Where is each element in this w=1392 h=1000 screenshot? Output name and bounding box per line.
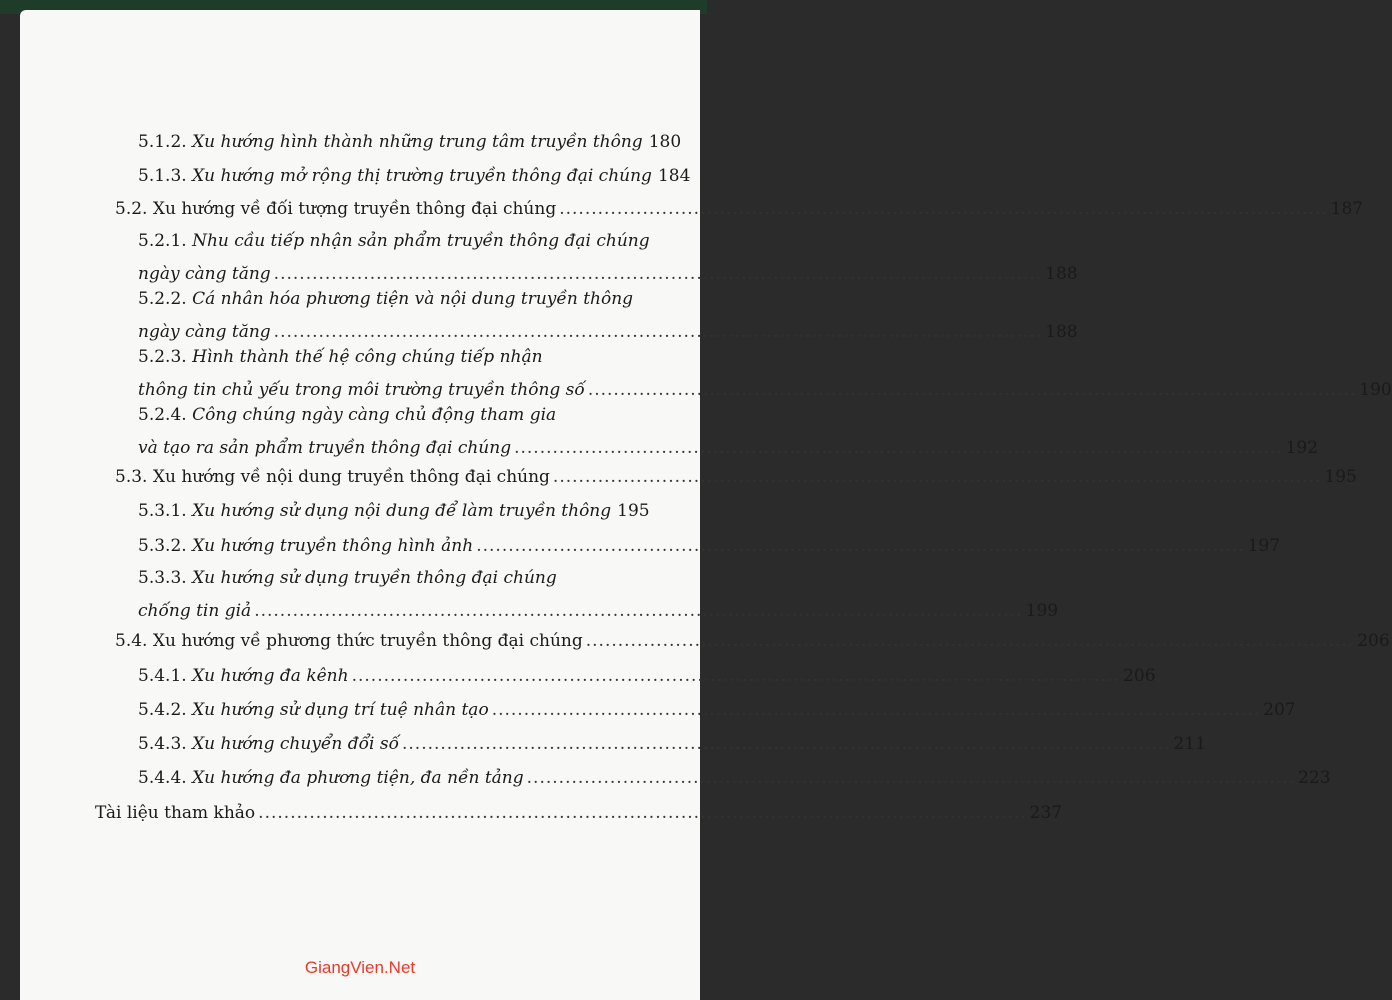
toc-entry-number: 5.2.4. bbox=[138, 405, 187, 425]
toc-entry-title: Cá nhân hóa phương tiện và nội dung truyền thông bbox=[192, 289, 634, 309]
toc-leader-dots: ........................................................................................................................ bbox=[254, 601, 1023, 621]
toc-leader-dots: ........................................................................................................................ bbox=[491, 700, 1261, 720]
toc-entry-number: 5.2.3. bbox=[138, 347, 187, 367]
toc-entry-title: Hình thành thế hệ công chúng tiếp nhận bbox=[192, 347, 543, 367]
toc-entry-title-cont: thông tin chủ yếu trong môi trường truyền thông số bbox=[138, 380, 585, 400]
toc-leader-dots: ........................................................................................................................ bbox=[526, 768, 1296, 788]
toc-entry-5-4-3[interactable] bbox=[138, 733, 1206, 755]
toc-page-number: 195 bbox=[617, 501, 650, 521]
toc-entry-5-4-2[interactable] bbox=[138, 699, 1296, 721]
toc-leader-dots: ........................................................................................................................ bbox=[273, 264, 1043, 284]
book-page bbox=[20, 10, 1392, 1000]
toc-entry-title-cont: ngày càng tăng bbox=[138, 264, 271, 284]
toc-leader-dots: ........................................................................................................................ bbox=[476, 536, 1245, 556]
toc-leader-dots: ........................................................................................................................ bbox=[273, 322, 1043, 342]
toc-leader-dots: ........................................................................................................................ bbox=[585, 631, 1355, 651]
toc-leader-dots: ........................................................................................................................ bbox=[401, 734, 1171, 754]
toc-entry-5-4[interactable] bbox=[115, 630, 1390, 652]
toc-entry-title-cont: ngày càng tăng bbox=[138, 322, 271, 342]
toc-leader-dots: ........................................................................................................................ bbox=[559, 199, 1328, 219]
toc-leader-dots: ........................................................................................................................ bbox=[258, 803, 1027, 823]
toc-page-number: 237 bbox=[1029, 803, 1063, 823]
toc-entry-number: 5.4.4. bbox=[138, 768, 187, 788]
toc-entry-5-1-3[interactable] bbox=[138, 165, 691, 187]
toc-entry-title: Xu hướng hình thành những trung tâm truyền thông bbox=[192, 132, 643, 152]
toc-page-number: 180 bbox=[648, 132, 682, 152]
toc-entry-title: Tài liệu tham khảo bbox=[95, 803, 256, 823]
toc-entry-number: 5.4.3. bbox=[138, 734, 187, 754]
toc-entry-title: Xu hướng truyền thông hình ảnh bbox=[192, 536, 474, 556]
toc-entry-title: Xu hướng về nội dung truyền thông đại chúng bbox=[152, 467, 550, 487]
toc-page-number: 223 bbox=[1298, 768, 1331, 788]
toc-entry-number: 5.4. bbox=[115, 631, 148, 651]
toc-leader-dots: ........................................................................................................................ bbox=[514, 438, 1283, 458]
toc-entry-title-cont: và tạo ra sản phẩm truyền thông đại chúng bbox=[138, 438, 512, 458]
toc-entry-title: Xu hướng sử dụng nội dung để làm truyền thông bbox=[192, 501, 612, 521]
toc-entry-title: Xu hướng sử dụng truyền thông đại chúng bbox=[192, 568, 557, 588]
toc-entry-5-3-1[interactable] bbox=[138, 500, 648, 522]
toc-entry-number: 5.3.2. bbox=[138, 536, 187, 556]
toc-entry-number: 5.2.2. bbox=[138, 289, 187, 309]
toc-page-number: 187 bbox=[1330, 199, 1364, 219]
toc-entry-5-2[interactable] bbox=[115, 198, 1364, 220]
toc-entry-5-2-1[interactable] bbox=[138, 230, 1078, 285]
toc-page-number: 211 bbox=[1173, 734, 1206, 754]
toc-page-number: 206 bbox=[1123, 666, 1156, 686]
toc-page-number: 197 bbox=[1247, 536, 1281, 556]
toc-entry-title: Nhu cầu tiếp nhận sản phẩm truyền thông đại chúng bbox=[192, 231, 650, 251]
toc-entry-title: Xu hướng sử dụng trí tuệ nhân tạo bbox=[192, 700, 489, 720]
toc-entry-5-4-1[interactable] bbox=[138, 665, 1156, 687]
toc-entry-number: 5.4.2. bbox=[138, 700, 187, 720]
toc-page-number: 192 bbox=[1285, 438, 1319, 458]
toc-entry-title: Xu hướng đa phương tiện, đa nền tảng bbox=[192, 768, 524, 788]
toc-entry-title: Xu hướng về đối tượng truyền thông đại chúng bbox=[152, 199, 557, 219]
toc-entry-references[interactable] bbox=[95, 802, 1063, 824]
toc-entry-5-4-4[interactable] bbox=[138, 767, 1331, 789]
toc-page-number: 188 bbox=[1045, 322, 1078, 342]
watermark-text: GiangVien.Net bbox=[304, 958, 416, 977]
toc-entry-title: Xu hướng đa kênh bbox=[192, 666, 349, 686]
toc-entry-title: Xu hướng mở rộng thị trường truyền thông đại chúng bbox=[192, 166, 652, 186]
toc-entry-number: 5.4.1. bbox=[138, 666, 187, 686]
toc-leader-dots: ........................................................................................................................ bbox=[351, 666, 1121, 686]
toc-page-number: 207 bbox=[1263, 700, 1296, 720]
toc-leader-dots: ........................................................................................................................ bbox=[587, 380, 1357, 400]
toc-entry-title: Công chúng ngày càng chủ động tham gia bbox=[192, 405, 557, 425]
toc-entry-title-cont: chống tin giả bbox=[138, 601, 252, 621]
toc-entry-5-2-2[interactable] bbox=[138, 288, 1078, 343]
toc-entry-5-3[interactable] bbox=[115, 466, 1357, 488]
toc-entry-5-2-3[interactable] bbox=[138, 346, 1392, 401]
toc-entry-5-1-2[interactable] bbox=[138, 131, 682, 153]
toc-entry-number: 5.3.3. bbox=[138, 568, 187, 588]
toc-page-number: 199 bbox=[1025, 601, 1059, 621]
toc-page-number: 195 bbox=[1324, 467, 1357, 487]
toc-entry-number: 5.1.2. bbox=[138, 132, 187, 152]
toc-entry-number: 5.3. bbox=[115, 467, 148, 487]
toc-entry-number: 5.2. bbox=[115, 199, 148, 219]
toc-page-number: 206 bbox=[1357, 631, 1390, 651]
toc-entry-number: 5.2.1. bbox=[138, 231, 187, 251]
toc-entry-title: Xu hướng về phương thức truyền thông đại chúng bbox=[152, 631, 583, 651]
toc-entry-number: 5.3.1. bbox=[138, 501, 187, 521]
toc-page-number: 188 bbox=[1045, 264, 1078, 284]
toc-entry-5-3-3[interactable] bbox=[138, 567, 1059, 622]
toc-page-number: 184 bbox=[657, 166, 691, 186]
toc-entry-title: Xu hướng chuyển đổi số bbox=[192, 734, 399, 754]
toc-entry-5-2-4[interactable] bbox=[138, 404, 1319, 459]
toc-entry-5-3-2[interactable] bbox=[138, 535, 1281, 557]
toc-page-number: 190 bbox=[1359, 380, 1392, 400]
toc-leader-dots: ........................................................................................................................ bbox=[552, 467, 1322, 487]
toc-entry-number: 5.1.3. bbox=[138, 166, 187, 186]
